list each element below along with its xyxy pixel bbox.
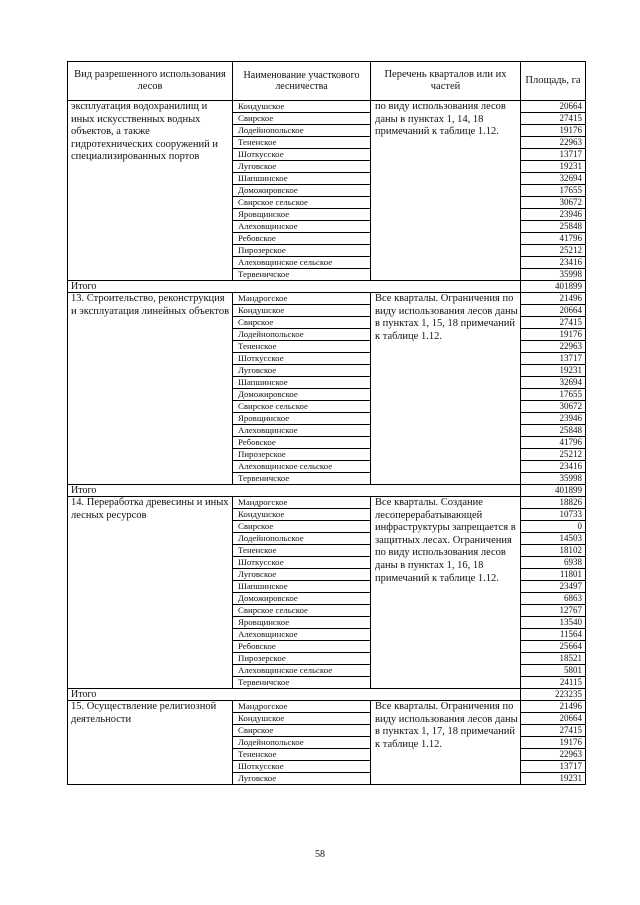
total-label: Итого (68, 281, 521, 293)
area-cell: 35998 (521, 473, 586, 485)
header-quarters: Перечень кварталов или их частей (371, 62, 521, 101)
area-cell: 19176 (521, 737, 586, 749)
forestry-name-cell: Кондушское (233, 713, 371, 725)
area-cell: 20664 (521, 101, 586, 113)
area-cell: 21496 (521, 701, 586, 713)
area-cell: 13717 (521, 149, 586, 161)
forestry-name-cell: Шоткусское (233, 557, 371, 569)
forestry-name-cell: Лодейнопольское (233, 125, 371, 137)
forestry-name-cell: Ребовское (233, 233, 371, 245)
forestry-name-cell: Мандрогское (233, 497, 371, 509)
area-cell: 22963 (521, 749, 586, 761)
forestry-name-cell: Лодейнопольское (233, 329, 371, 341)
forestry-name-cell: Доможировское (233, 389, 371, 401)
quarters-limits-cell: Все кварталы. Создание лесоперерабатывающей инфраструктуры запрещается в защитных лесах. Ограничения по виду использования лесов даны в пунктах 1, 16, 18 примечаний к таблице 1.12. (371, 497, 521, 689)
area-cell: 23946 (521, 209, 586, 221)
area-cell: 11801 (521, 569, 586, 581)
forestry-name-cell: Свирское (233, 317, 371, 329)
header-use-type: Вид разрешенного использования лесов (68, 62, 233, 101)
area-cell: 17655 (521, 389, 586, 401)
area-cell: 23416 (521, 461, 586, 473)
area-cell: 35998 (521, 269, 586, 281)
forestry-name-cell: Пирозерское (233, 245, 371, 257)
total-row (68, 485, 586, 497)
table-body (68, 101, 586, 785)
forestry-name-cell: Тененское (233, 341, 371, 353)
forestry-name-cell: Кондушское (233, 101, 371, 113)
forestry-name-cell: Кондушское (233, 305, 371, 317)
forestry-name-cell: Тененское (233, 545, 371, 557)
forestry-name-cell: Луговское (233, 773, 371, 785)
area-cell: 0 (521, 521, 586, 533)
forestry-name-cell: Доможировское (233, 593, 371, 605)
forestry-name-cell: Шоткусское (233, 761, 371, 773)
forestry-name-cell: Алеховщинское сельское (233, 257, 371, 269)
area-cell: 25664 (521, 641, 586, 653)
total-area-cell: 223235 (521, 689, 586, 701)
quarters-limits-cell: Все кварталы. Ограничения по виду использования лесов даны в пунктах 1, 17, 18 примечаний к таблице 1.12. (371, 701, 521, 785)
forestry-name-cell: Доможировское (233, 185, 371, 197)
area-cell: 17655 (521, 185, 586, 197)
forestry-name-cell: Мандрогское (233, 701, 371, 713)
forestry-name-cell: Свирское сельское (233, 401, 371, 413)
area-cell: 22963 (521, 137, 586, 149)
total-row (68, 281, 586, 293)
area-cell: 20664 (521, 713, 586, 725)
page-number: 58 (315, 849, 325, 860)
forestry-name-cell: Шоткусское (233, 353, 371, 365)
forestry-name-cell: Алеховщинское сельское (233, 665, 371, 677)
forestry-name-cell: Ребовское (233, 437, 371, 449)
header-forestry: Наименование участкового лесничества (233, 62, 371, 101)
forestry-name-cell: Лодейнопольское (233, 533, 371, 545)
area-cell: 20664 (521, 305, 586, 317)
table-row (68, 497, 586, 509)
area-cell: 30672 (521, 197, 586, 209)
forestry-name-cell: Луговское (233, 365, 371, 377)
forestry-name-cell: Свирское (233, 113, 371, 125)
area-cell: 13717 (521, 761, 586, 773)
area-cell: 11564 (521, 629, 586, 641)
forestry-name-cell: Ребовское (233, 641, 371, 653)
area-cell: 13717 (521, 353, 586, 365)
quarters-limits-cell: по виду использования лесов даны в пунктах 1, 14, 18 примечаний к таблице 1.12. (371, 101, 521, 281)
total-area-cell: 401899 (521, 485, 586, 497)
area-cell: 41796 (521, 437, 586, 449)
forestry-name-cell: Тервеничское (233, 473, 371, 485)
area-cell: 6863 (521, 593, 586, 605)
forestry-name-cell: Свирское (233, 725, 371, 737)
forestry-name-cell: Шапшинское (233, 173, 371, 185)
forestry-name-cell: Пирозерское (233, 449, 371, 461)
area-cell: 13540 (521, 617, 586, 629)
forestry-name-cell: Алеховщинское (233, 425, 371, 437)
use-type-cell: 14. Переработка древесины и иных лесных ресурсов (68, 497, 233, 689)
total-area-cell: 401899 (521, 281, 586, 293)
forestry-name-cell: Мандрогское (233, 293, 371, 305)
area-cell: 32694 (521, 377, 586, 389)
area-cell: 5801 (521, 665, 586, 677)
area-cell: 19176 (521, 125, 586, 137)
table-row (68, 101, 586, 113)
forestry-name-cell: Тервеничское (233, 677, 371, 689)
area-cell: 27415 (521, 725, 586, 737)
area-cell: 19176 (521, 329, 586, 341)
forestry-name-cell: Шапшинское (233, 377, 371, 389)
forestry-name-cell: Свирское сельское (233, 605, 371, 617)
forestry-name-cell: Алеховщинское (233, 629, 371, 641)
area-cell: 6938 (521, 557, 586, 569)
area-cell: 18521 (521, 653, 586, 665)
use-type-cell: эксплуатация водохранилищ и иных искусственных водных объектов, а также гидротехнических сооружений и специализированных портов (68, 101, 233, 281)
forestry-name-cell: Яровщинское (233, 413, 371, 425)
forestry-name-cell: Шоткусское (233, 149, 371, 161)
total-row (68, 689, 586, 701)
area-cell: 23946 (521, 413, 586, 425)
area-cell: 19231 (521, 773, 586, 785)
area-cell: 22963 (521, 341, 586, 353)
area-cell: 23497 (521, 581, 586, 593)
area-cell: 18102 (521, 545, 586, 557)
area-cell: 27415 (521, 317, 586, 329)
area-cell: 25848 (521, 221, 586, 233)
area-cell: 25212 (521, 245, 586, 257)
forestry-name-cell: Яровщинское (233, 617, 371, 629)
area-cell: 10733 (521, 509, 586, 521)
forestry-name-cell: Луговское (233, 569, 371, 581)
use-type-cell: 13. Строительство, реконструкция и эксплуатация линейных объектов (68, 293, 233, 485)
total-label: Итого (68, 485, 521, 497)
total-label: Итого (68, 689, 521, 701)
forestry-name-cell: Лодейнопольское (233, 737, 371, 749)
area-cell: 41796 (521, 233, 586, 245)
table-row (68, 701, 586, 713)
forestry-name-cell: Тервеничское (233, 269, 371, 281)
forestry-name-cell: Тененское (233, 749, 371, 761)
forest-use-table (67, 61, 586, 785)
forestry-name-cell: Свирское сельское (233, 197, 371, 209)
area-cell: 23416 (521, 257, 586, 269)
area-cell: 24115 (521, 677, 586, 689)
forestry-name-cell: Пирозерское (233, 653, 371, 665)
area-cell: 30672 (521, 401, 586, 413)
area-cell: 21496 (521, 293, 586, 305)
document-page (67, 61, 585, 785)
forestry-name-cell: Шапшинское (233, 581, 371, 593)
area-cell: 25848 (521, 425, 586, 437)
area-cell: 19231 (521, 365, 586, 377)
area-cell: 14503 (521, 533, 586, 545)
area-cell: 18826 (521, 497, 586, 509)
area-cell: 25212 (521, 449, 586, 461)
forestry-name-cell: Яровщинское (233, 209, 371, 221)
forestry-name-cell: Тененское (233, 137, 371, 149)
header-area: Площадь, га (521, 62, 586, 101)
area-cell: 27415 (521, 113, 586, 125)
forestry-name-cell: Алеховщинское сельское (233, 461, 371, 473)
use-type-cell: 15. Осуществление религиозной деятельности (68, 701, 233, 785)
area-cell: 32694 (521, 173, 586, 185)
forestry-name-cell: Луговское (233, 161, 371, 173)
area-cell: 12767 (521, 605, 586, 617)
area-cell: 19231 (521, 161, 586, 173)
table-header-row (68, 62, 586, 101)
forestry-name-cell: Алеховщинское (233, 221, 371, 233)
quarters-limits-cell: Все кварталы. Ограничения по виду использования лесов даны в пунктах 1, 15, 18 примечаний к таблице 1.12. (371, 293, 521, 485)
table-row (68, 293, 586, 305)
forestry-name-cell: Свирское (233, 521, 371, 533)
forestry-name-cell: Кондушское (233, 509, 371, 521)
